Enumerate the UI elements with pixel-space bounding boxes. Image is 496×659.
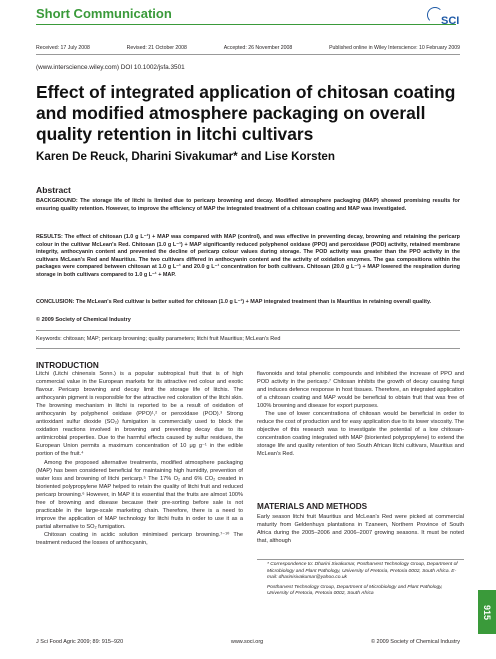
right-paragraph-1: flavonoids and total phenolic compounds and inhibited the increase of PPO and POD activity in the pericarp.⁷ Chitosan inhibits the growth of decay causing fungi and induces defence response in host tissues. Therefore, an integrated application of a chitosan coating and MAP would be beneficial to obtain fruit that was free of 100% browning and disease for export purposes. [257,371,464,410]
date-published: Published online in Wiley Interscience: 10 February 2009 [329,45,460,51]
date-accepted: Accepted: 26 November 2008 [223,45,293,51]
left-column [36,370,243,547]
right-column [257,370,464,459]
materials-heading: MATERIALS AND METHODS [257,502,368,511]
section-label: Short Communication [36,6,172,21]
keywords-top-rule [36,330,460,331]
footer-website[interactable]: www.soci.org [230,639,264,645]
abstract-results: RESULTS: The effect of chitosan (1.0 g L⁻¹) + MAP was compared with MAP (control), and was effective in preventing decay, browning and retaining the pericarp colour in the cultivar McLean's Red. Chitosan (1.0 g L⁻¹) + MAP significantly reduced polyphenol oxidase (PPO) and peroxidase (POD) activity, retained membrane integrity, anthocyanin content and prevented the decline of pericarp colour values during storage. The POD activity was greater than the PPO activity in the cultivars McLean's Red and Mauritius. The two cultivars differed in anthocyanin content and the activity of oxidation enzymes. The gas compositions within the packages were compared between chitosan at 1.0 g L⁻¹ and 20.0 g L⁻¹ concentration for both cultivars. Chitosan (20.0 g L⁻¹) + MAP lowered the respiration during storage in both cultivars compared to 1.0 g L⁻¹ + MAP. [36,234,460,278]
sci-logo-text: SCI [441,15,460,27]
page-footer [36,639,460,645]
abstract-conclusion: CONCLUSION: The McLean's Red cultivar is better suited for chitosan (1.0 g L⁻¹) + MAP integrated treatment than is Mauritius in retaining overall quality. [36,299,432,305]
dates-divider [36,54,460,55]
keywords-bottom-rule [36,348,460,349]
abstract-heading: Abstract [36,185,71,195]
right-paragraph-2: The use of lower concentrations of chitosan would be beneficial in order to reduce the cost of production and for easy application due to its lower viscosity. The objective of this research was to investigate the potential of a low chitosan-concentration coating integrated with MAP (bioriented polypropylene) to extend the storage life and quality retention of two South African litchi cultivars, Mauritius and McLean's Red. [257,411,464,458]
doi-line[interactable]: (www.interscience.wiley.com) DOI 10.1002/jsfa.3501 [36,64,185,71]
correspondence-footnote: * Correspondence to: Dharini Sivakumar, Postharvest Technology Group, Department of Microbiology and Plant Pathology, University of Pretoria, Pretoria 0002, South Africa. E-mail: dharinisivakumar@yahoo.co.uk [267,562,458,581]
date-revised: Revised: 21 October 2008 [126,45,187,51]
header-rule [36,24,456,25]
footnote-rule [257,559,464,560]
footer-copyright: © 2009 Society of Chemical Industry [370,639,460,645]
footer-journal: J Sci Food Agric 2009; 89: 915–920 [36,639,124,645]
footnotes [257,562,464,601]
article-dates [36,45,460,51]
keywords: Keywords: chitosan; MAP; pericarp browning; quality parameters; litchi fruit Mauritius; McLean's Red [36,336,281,342]
introduction-heading: INTRODUCTION [36,361,99,370]
abstract-copyright: © 2009 Society of Chemical Industry [36,317,131,323]
article-title: Effect of integrated application of chitosan coating and modified atmosphere packaging on overall quality retention in litchi cultivars [36,82,456,144]
intro-paragraph-3: Chitosan coating in acidic solution minimised pericarp browning.⁷⁻¹⁰ The treatment reduced the losses of anthocyanin, [36,531,243,546]
intro-paragraph-2: Among the proposed alternative treatments, modified atmosphere packaging (MAP) has been considered beneficial for maintaining high humidity, prevention of water loss and browning of litchi pericarp.⁵ The 17% O₂ and 6% CO₂ created in bioriented polypropylene MAP helped to retain the quality of litchi fruit and reduced pericarp browning.⁶ However, in MAP it is essential that the fruits are almost 100% free of browning and disease because their pre-sorting before sale is not practicable in the large-scale marketing chain. Therefore, there is a need to improve the application of MAP technology for litchi fruits in order to use it as a partial alternative to SO₂ fumigation. [36,459,243,530]
abstract-background: BACKGROUND: The storage life of litchi is limited due to pericarp browning and decay. Modified atmosphere packaging (MAP) showed promising results for ensuring quality retention. However, to improve the efficiency of MAP the integrated treatment of a chitosan coating and MAP was investigated. [36,198,460,212]
intro-paragraph-1: Litchi (Litchi chinensis Sonn.) is a popular subtropical fruit that is of high commercial value in the European markets for its attractive red colour and exotic flavour. Pericarp browning and decay limit the storage life of litchis. The anthocyanin pigment is responsible for the attractive red coloration of the litchi skin. The browning mechanism in litchi is reported to be a result of oxidation of anthocyanin by polyphenol oxidase (PPO)¹,² or peroxidase (POD).³ Strong antioxidant sulfur dioxide (SO₂) fumigation is commercially used to block the oxidation reactions involved in browning and preventing decay due to its antimicrobial properties. Due to the harmful effects caused by sulfur residues, the European Union permits a maximum concentration of 10 μg g⁻¹ in the edible portion of the fruit.⁴ [36,371,243,458]
affiliation-footnote: Postharvest Technology Group, Department of Microbiology and Plant Pathology, University of Pretoria, Pretoria 0002, South Africa [267,584,443,597]
materials-paragraph: Early season litchi fruit Mauritius and McLean's Red were picked at commercial maturity from Geldenhuys plantations in Tzaneen, Northern Province of South Africa during the 2005–2006 and 2006–2007 growing seasons. It must be noted that, although [257,514,464,545]
date-received: Received: 17 July 2008 [36,45,90,51]
author-list: Karen De Reuck, Dharini Sivakumar* and Lise Korsten [36,150,335,163]
page-number: 915 [482,605,492,621]
